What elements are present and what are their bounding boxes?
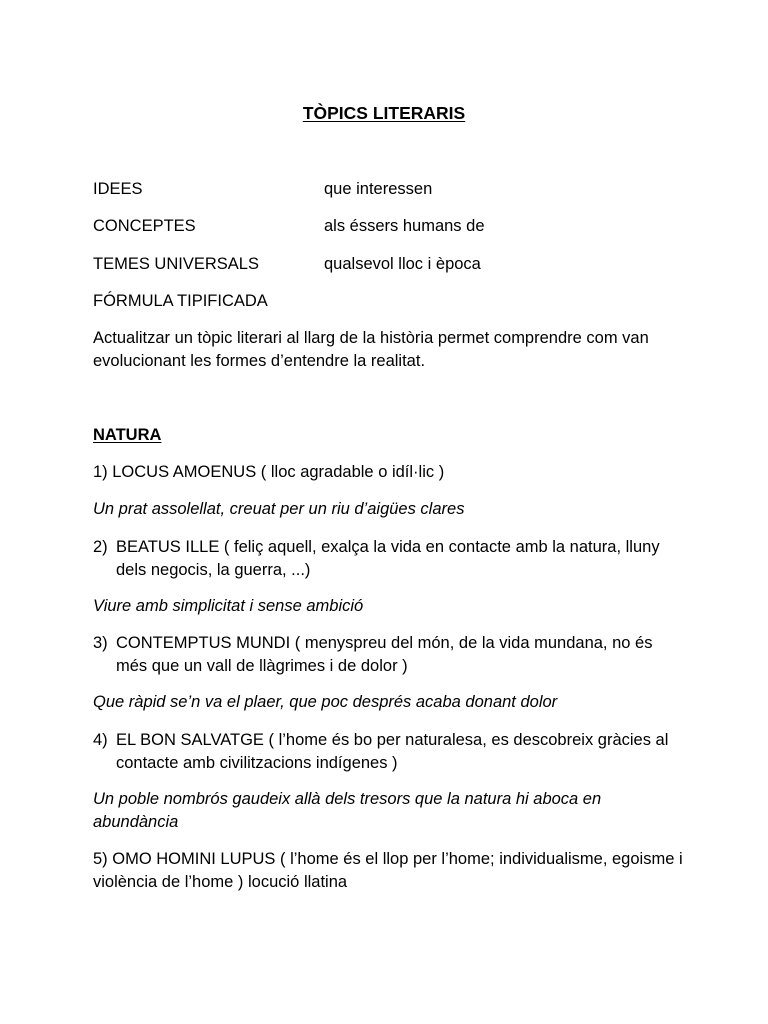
intro-paragraph: Actualitzar un tòpic literari al llarg de la història permet comprendre com van evolucionant les formes d’entendre la realitat. <box>93 329 649 370</box>
topic-example: Un poble nombrós gaudeix allà dels tresors que la natura hi aboca en abundància <box>93 790 602 831</box>
definition-desc: als éssers humans de <box>324 217 485 235</box>
definition-term: CONCEPTES <box>93 217 196 235</box>
topic-item: 5) OMO HOMINI LUPUS ( l’home és el llop per l’home; individualisme, egoisme i violència de l’home ) locució llatina <box>93 850 683 891</box>
page-title: TÒPICS LITERARIS <box>302 103 466 123</box>
topic-example: Viure amb simplicitat i sense ambició <box>93 597 364 615</box>
item-number: 4) <box>93 731 108 749</box>
topic-item: 1) LOCUS AMOENUS ( lloc agradable o idíl·lic ) <box>93 463 445 481</box>
topic-example: Que ràpid se’n va el plaer, que poc després acaba donant dolor <box>93 693 558 711</box>
definition-term: IDEES <box>93 180 143 198</box>
section-heading: NATURA <box>93 426 162 444</box>
item-number: 3) <box>93 634 108 652</box>
definition-desc: que interessen <box>324 180 433 198</box>
item-text: BEATUS ILLE ( feliç aquell, exalça la vida en contacte amb la natura, lluny dels negocis, la guerra, ...) <box>116 538 660 579</box>
item-text: EL BON SALVATGE ( l’home és bo per naturalesa, es descobreix gràcies al contacte amb civilitzacions indígenes ) <box>116 731 669 772</box>
topic-example: Un prat assolellat, creuat per un riu d’aigües clares <box>93 500 465 518</box>
item-text: CONTEMPTUS MUNDI ( menyspreu del món, de la vida mundana, no és més que un vall de llàgrimes i de dolor ) <box>116 634 653 675</box>
item-number: 2) <box>93 538 108 556</box>
definition-desc: qualsevol lloc i època <box>324 255 481 273</box>
definition-term: TEMES UNIVERSALS <box>93 255 259 273</box>
definition-term: FÓRMULA TIPIFICADA <box>93 292 268 310</box>
